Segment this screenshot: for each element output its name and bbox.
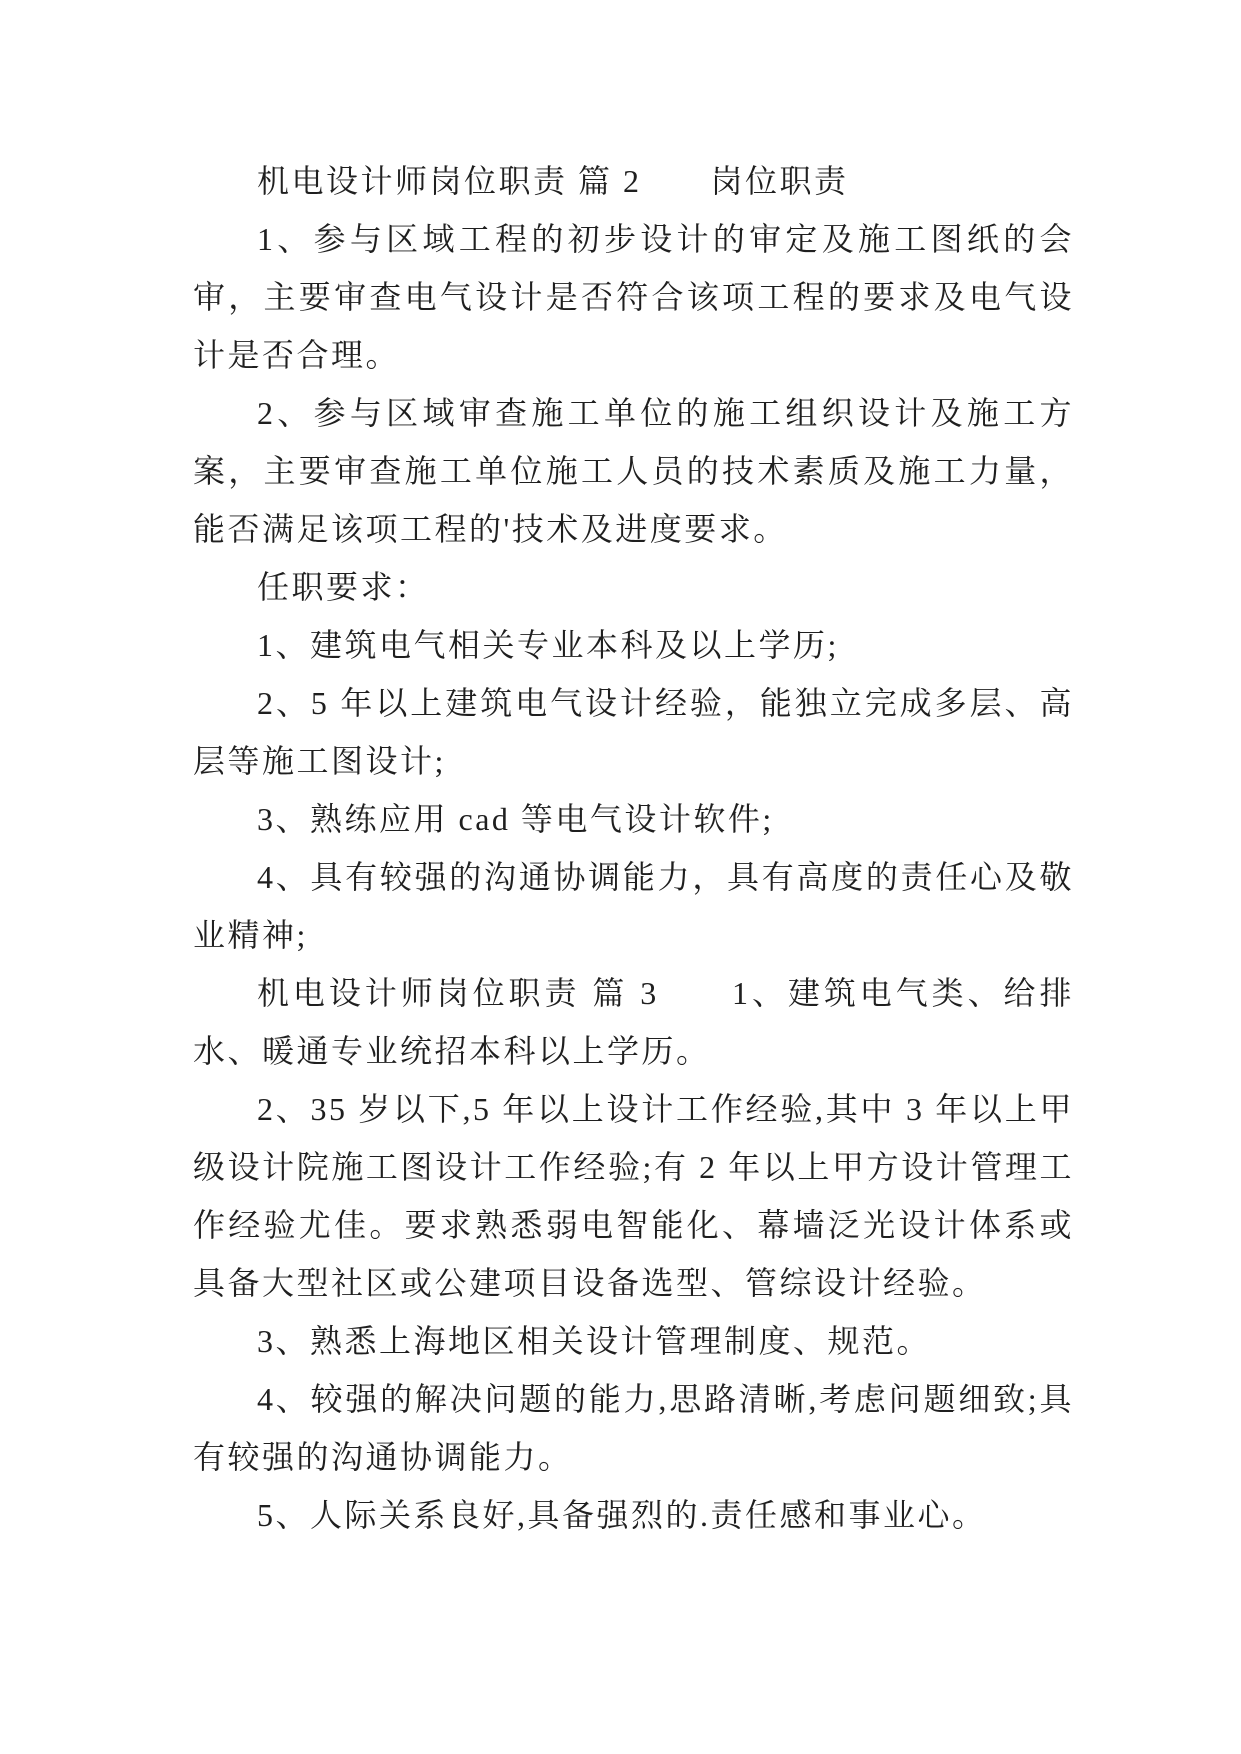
section3-item-5: 5、人际关系良好,具备强烈的.责任感和事业心。 — [257, 1497, 987, 1533]
section2-duty-1: 1、参与区域工程的初步设计的审定及施工图纸的会审，主要审查电气设计是否符合该项工程的要求及电气设计是否合理。 — [193, 221, 1074, 373]
requirements-label: 任职要求： — [257, 569, 430, 605]
section3-heading-and-item-1: 机电设计师岗位职责 篇 3 1、建筑电气类、给排水、暖通专业统招本科以上学历。 — [193, 975, 1074, 1069]
section2-heading: 机电设计师岗位职责 篇 2 岗位职责 — [257, 163, 849, 199]
section2-requirement-4: 4、具有较强的沟通协调能力，具有高度的责任心及敬业精神; — [193, 859, 1074, 953]
section3-item-4: 4、较强的解决问题的能力,思路清晰,考虑问题细致;具有较强的沟通协调能力。 — [193, 1381, 1074, 1475]
document-text-block — [193, 152, 1074, 1544]
section3-item-2: 2、35 岁以下,5 年以上设计工作经验,其中 3 年以上甲级设计院施工图设计工作经验;有 2 年以上甲方设计管理工作经验尤佳。要求熟悉弱电智能化、幕墙泛光设计体系或具备大型社区或公建项目设备选型、管综设计经验。 — [193, 1091, 1074, 1301]
section3-item-3: 3、熟悉上海地区相关设计管理制度、规范。 — [257, 1323, 932, 1359]
section2-requirement-1: 1、建筑电气相关专业本科及以上学历; — [257, 627, 839, 663]
section2-requirement-2: 2、5 年以上建筑电气设计经验，能独立完成多层、高层等施工图设计; — [193, 685, 1074, 779]
section2-requirement-3: 3、熟练应用 cad 等电气设计软件; — [257, 801, 774, 837]
section2-duty-2: 2、参与区域审查施工单位的施工组织设计及施工方案，主要审查施工单位施工人员的技术素质及施工力量，能否满足该项工程的'技术及进度要求。 — [193, 395, 1074, 547]
